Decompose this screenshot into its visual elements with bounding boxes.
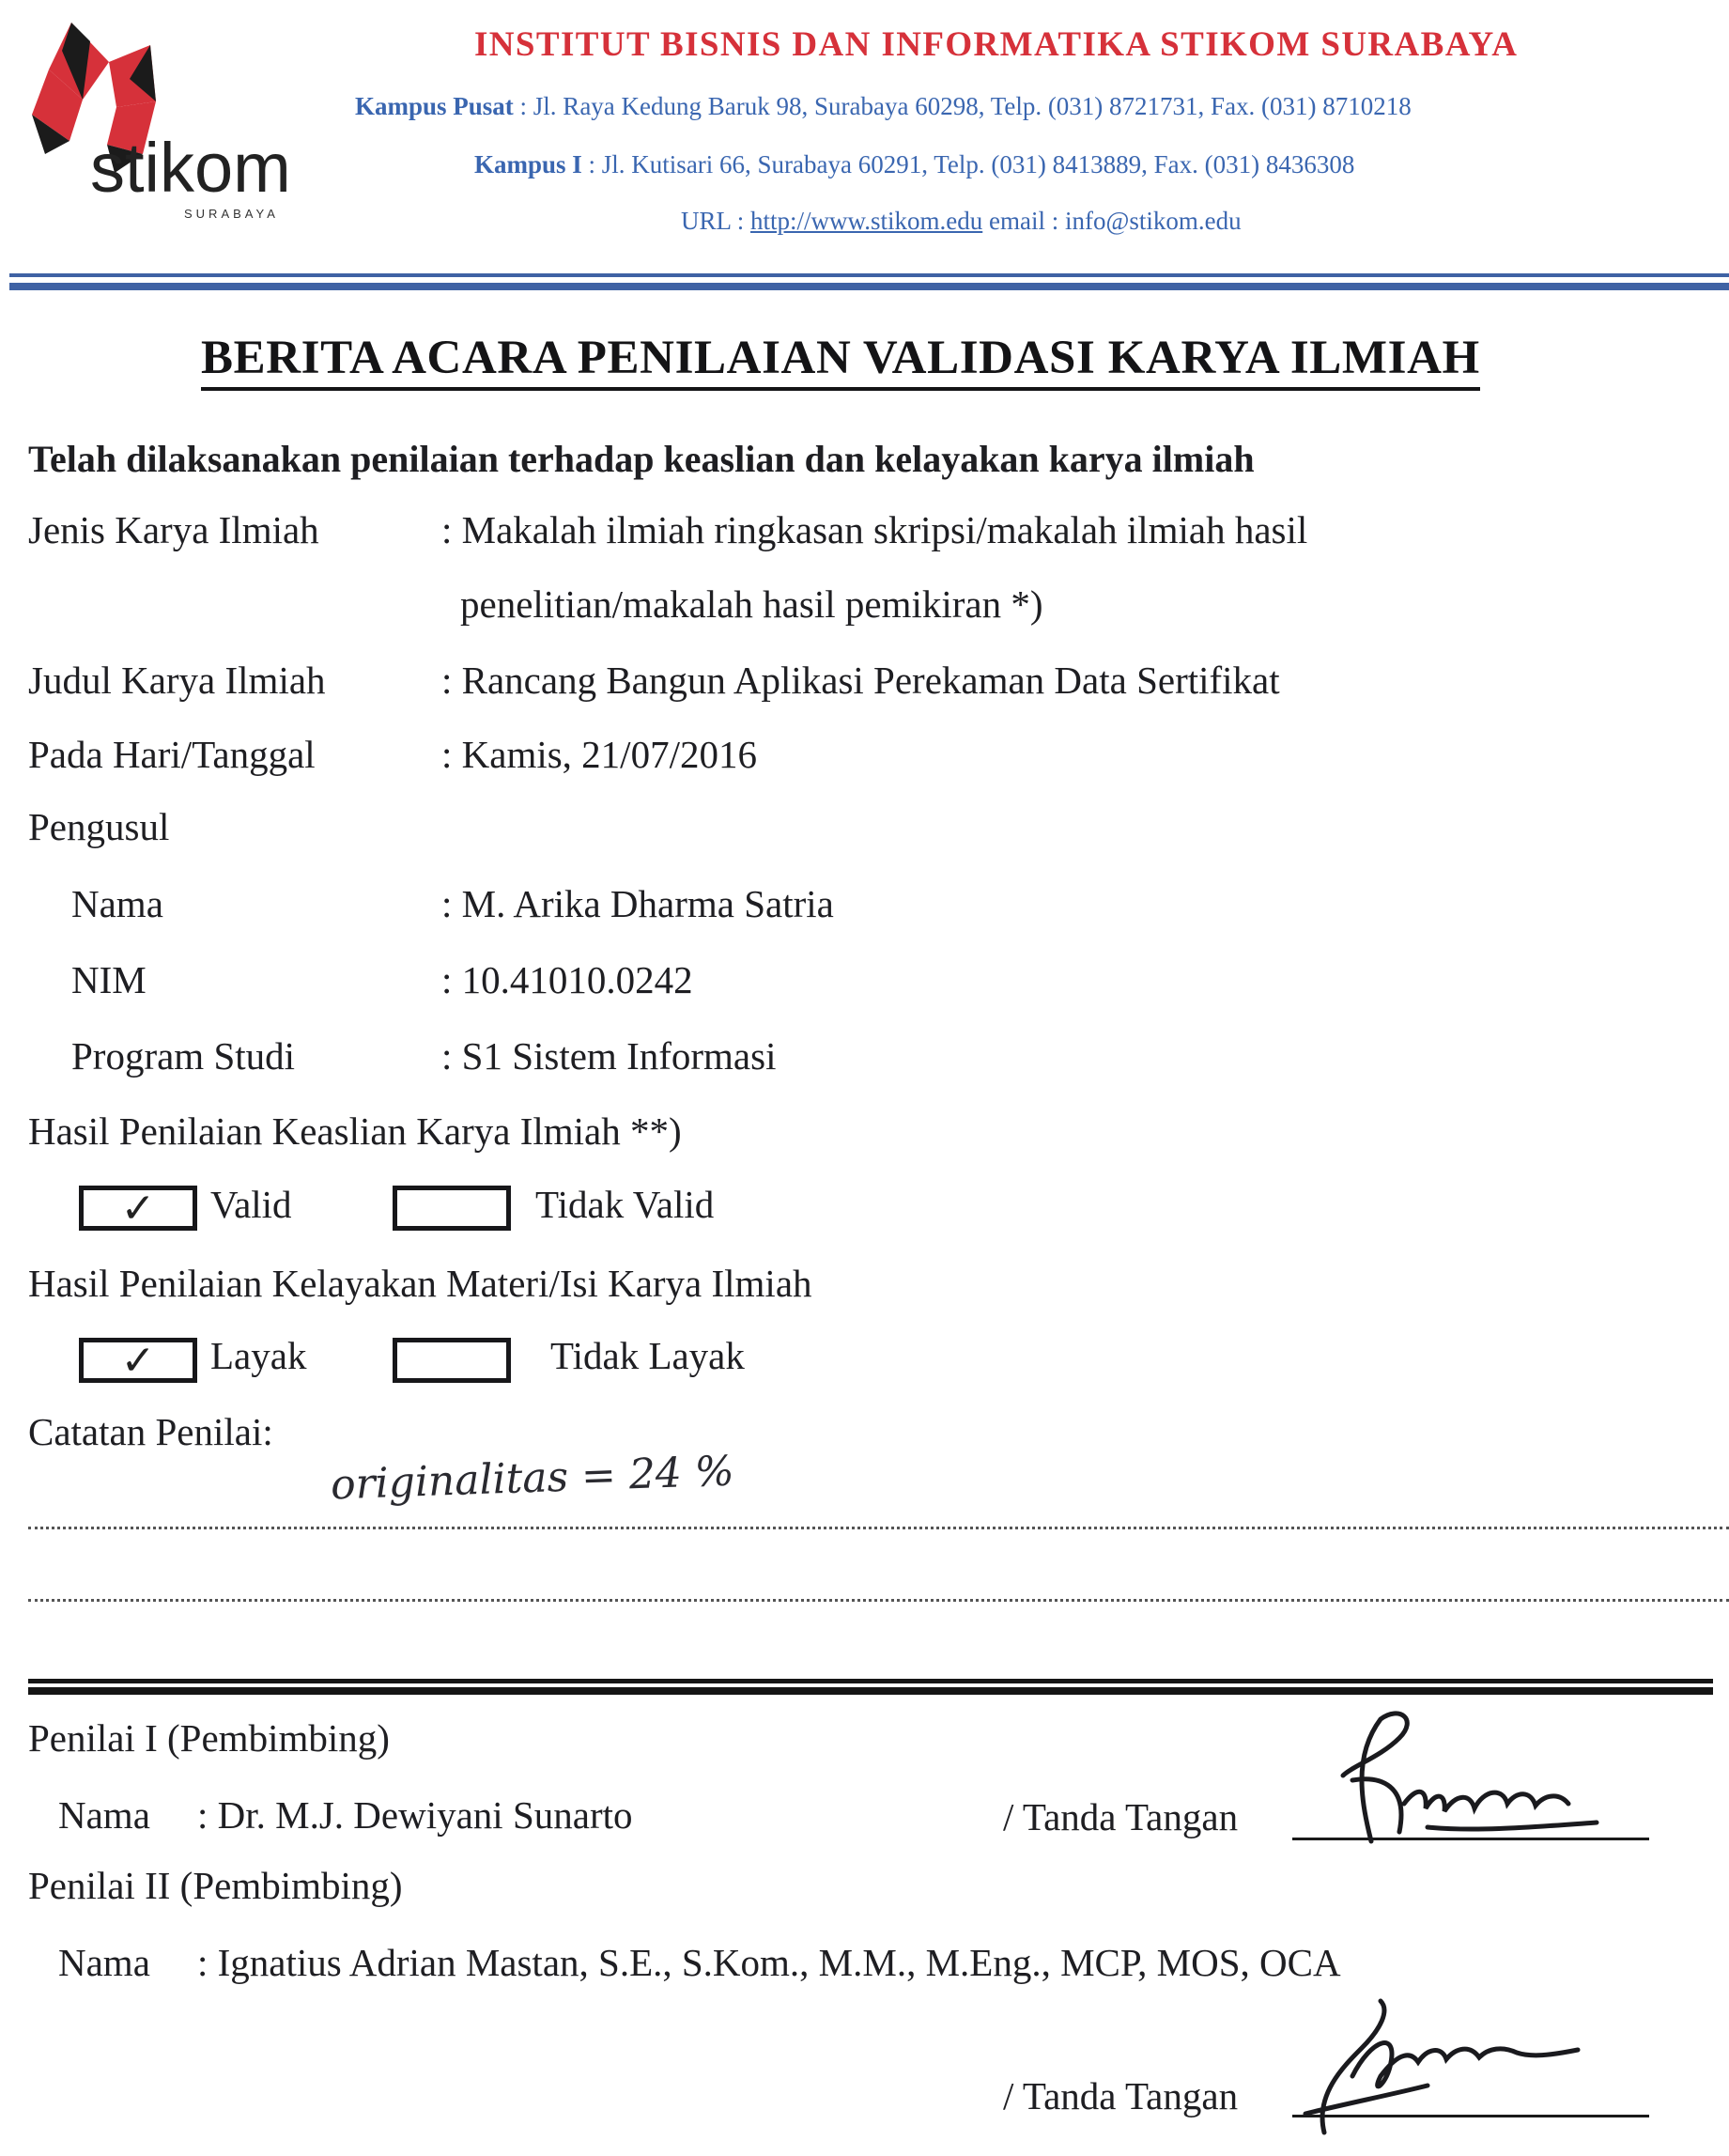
email-text: email : info@stikom.edu xyxy=(982,207,1242,235)
tidak-valid-checkbox[interactable] xyxy=(393,1186,511,1231)
kampus-1-line xyxy=(474,150,1354,179)
jenis-label: Jenis Karya Ilmiah xyxy=(28,508,319,551)
layak-checkbox[interactable] xyxy=(79,1338,197,1383)
logo-wordmark: stikom xyxy=(90,129,291,207)
nama-value: : M. Arika Dharma Satria xyxy=(441,882,834,925)
nama-label: Nama xyxy=(71,882,163,925)
valid-check-icon: ✓ xyxy=(120,1185,156,1233)
stikom-logo xyxy=(17,13,327,229)
tanggal-value: : Kamis, 21/07/2016 xyxy=(441,733,757,776)
kampus-1-address: : Jl. Kutisari 66, Surabaya 60291, Telp. (031) 8413889, Fax. (031) 8436308 xyxy=(581,150,1355,178)
note-line-1 xyxy=(28,1527,1729,1529)
nim-label: NIM xyxy=(71,958,147,1001)
website-link[interactable]: http://www.stikom.edu xyxy=(750,207,983,235)
signature-1-icon xyxy=(1315,1700,1625,1869)
kampus-pusat-line xyxy=(355,92,1412,121)
prodi-label: Program Studi xyxy=(71,1034,296,1078)
pengusul-label: Pengusul xyxy=(28,805,170,848)
judul-label: Judul Karya Ilmiah xyxy=(28,659,326,702)
section-divider-thick xyxy=(28,1687,1713,1695)
valid-checkbox[interactable] xyxy=(79,1186,197,1231)
penilai2-nama-label: Nama xyxy=(58,1941,150,1984)
handwritten-note: originalitas = 24 % xyxy=(330,1447,735,1510)
kampus-pusat-label: Kampus Pusat xyxy=(355,92,514,120)
document-title: BERITA ACARA PENILAIAN VALIDASI KARYA ILMIAH xyxy=(201,331,1480,391)
penilai2-heading: Penilai II (Pembimbing) xyxy=(28,1864,403,1907)
url-label: URL : xyxy=(681,207,750,235)
note-line-2 xyxy=(28,1599,1729,1602)
nim-value: : 10.41010.0242 xyxy=(441,958,693,1001)
penilai1-signature xyxy=(1315,1700,1625,1869)
penilai1-heading: Penilai I (Pembimbing) xyxy=(28,1716,390,1760)
logo-subtext: SURABAYA xyxy=(184,207,279,221)
penilai2-signature xyxy=(1287,1982,1606,2151)
tidak-valid-label: Tidak Valid xyxy=(535,1183,715,1226)
stikom-star-icon xyxy=(17,13,327,229)
prodi-value: : S1 Sistem Informasi xyxy=(441,1034,777,1078)
signature-2-icon xyxy=(1287,1982,1606,2151)
judul-value: : Rancang Bangun Aplikasi Perekaman Data Sertifikat xyxy=(441,659,1280,702)
penilai1-nama-value: : Dr. M.J. Dewiyani Sunarto xyxy=(197,1793,633,1837)
jenis-value-line2: penelitian/makalah hasil pemikiran *) xyxy=(460,582,1043,626)
kampus-pusat-address: : Jl. Raya Kedung Baruk 98, Surabaya 60298, Telp. (031) 8721731, Fax. (031) 8710218 xyxy=(513,92,1412,120)
jenis-value-line1: : Makalah ilmiah ringkasan skripsi/makalah ilmiah hasil xyxy=(441,508,1308,551)
valid-label: Valid xyxy=(210,1183,292,1226)
kelayakan-heading: Hasil Penilaian Kelayakan Materi/Isi Karya Ilmiah xyxy=(28,1262,812,1305)
penilai2-ttd-label: / Tanda Tangan xyxy=(1003,2074,1239,2117)
header-divider-thick xyxy=(9,283,1729,290)
penilai1-nama-label: Nama xyxy=(58,1793,150,1837)
layak-label: Layak xyxy=(210,1334,307,1377)
header-divider-thin xyxy=(9,273,1729,277)
intro-statement: Telah dilaksanakan penilaian terhadap keaslian dan kelayakan karya ilmiah xyxy=(28,438,1255,480)
contact-line xyxy=(681,207,1242,236)
section-divider-thin xyxy=(28,1679,1713,1683)
tanggal-label: Pada Hari/Tanggal xyxy=(28,733,316,776)
kampus-1-label: Kampus I xyxy=(474,150,582,178)
layak-check-icon: ✓ xyxy=(120,1337,156,1385)
catatan-label: Catatan Penilai: xyxy=(28,1410,273,1453)
institution-name: INSTITUT BISNIS DAN INFORMATIKA STIKOM SURABAYA xyxy=(474,25,1519,64)
tidak-layak-checkbox[interactable] xyxy=(393,1338,511,1383)
penilai1-ttd-label: / Tanda Tangan xyxy=(1003,1795,1239,1838)
keaslian-heading: Hasil Penilaian Keaslian Karya Ilmiah **) xyxy=(28,1109,682,1153)
tidak-layak-label: Tidak Layak xyxy=(550,1334,745,1377)
penilai2-nama-value: : Ignatius Adrian Mastan, S.E., S.Kom., M.M., M.Eng., MCP, MOS, OCA xyxy=(197,1941,1341,1984)
